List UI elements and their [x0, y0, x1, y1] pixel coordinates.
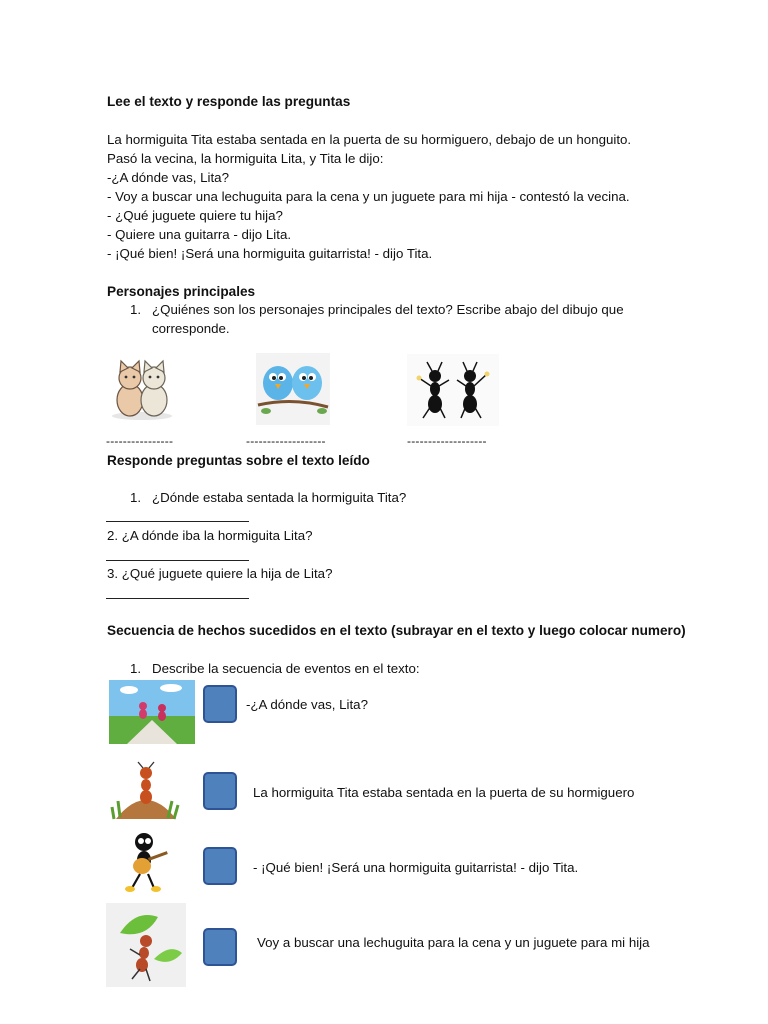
- story-line: - ¡Qué bien! ¡Será una hormiguita guitarrista! - dijo Tita.: [107, 246, 433, 261]
- answer-line-1[interactable]: [106, 521, 249, 522]
- question-1: [130, 488, 406, 507]
- sequence-heading: Secuencia de hechos sucedidos en el texto (subrayar en el texto y luego colocar numero): [107, 623, 686, 638]
- answer-line-3[interactable]: [106, 598, 249, 599]
- ant-guitar-image: [118, 830, 174, 894]
- sequence-number-box-4[interactable]: [203, 928, 237, 966]
- story-line: -¿A dónde vas, Lita?: [107, 170, 229, 185]
- ants-meeting-image: [109, 680, 195, 744]
- question-text-cont: corresponde.: [152, 321, 230, 336]
- page-title: Lee el texto y responde las preguntas: [107, 94, 351, 109]
- ants-image: [407, 354, 499, 426]
- sequence-item-1: -¿A dónde vas, Lita?: [246, 697, 368, 712]
- question-2: 2. ¿A dónde iba la hormiguita Lita?: [107, 528, 313, 543]
- cats-image: [108, 358, 176, 422]
- instruction-number: 1.: [130, 661, 142, 676]
- question-number: 1.: [130, 302, 142, 317]
- story-line: - Quiere una guitarra - dijo Lita.: [107, 227, 292, 242]
- story-line: - Voy a buscar una lechuguita para la cena y un juguete para mi hija - contestó la vecina.: [107, 189, 630, 204]
- story-text: [107, 130, 631, 263]
- birds-image: [256, 353, 330, 425]
- story-line: Pasó la vecina, la hormiguita Lita, y Tita le dijo:: [107, 151, 384, 166]
- question-3: 3. ¿Qué juguete quiere la hija de Lita?: [107, 566, 333, 581]
- sequence-instruction: [130, 659, 420, 678]
- blank-line-2: -------------------: [246, 434, 326, 448]
- story-line: - ¿Qué juguete quiere tu hija?: [107, 208, 283, 223]
- story-line: La hormiguita Tita estaba sentada en la puerta de su hormiguero, debajo de un honguito.: [107, 132, 632, 147]
- question-text: ¿Dónde estaba sentada la hormiguita Tita?: [152, 490, 407, 505]
- sequence-number-box-1[interactable]: [203, 685, 237, 723]
- sequence-item-3: - ¡Qué bien! ¡Será una hormiguita guitarrista! - dijo Tita.: [253, 860, 579, 875]
- instruction-text: Describe la secuencia de eventos en el texto:: [152, 661, 420, 676]
- ant-leaf-image: [106, 903, 186, 987]
- sequence-item-2: La hormiguita Tita estaba sentada en la puerta de su hormiguero: [253, 785, 635, 800]
- blank-line-1: ----------------: [106, 434, 174, 448]
- sequence-number-box-3[interactable]: [203, 847, 237, 885]
- answer-line-2[interactable]: [106, 560, 249, 561]
- sequence-number-box-2[interactable]: [203, 772, 237, 810]
- ant-anthill-image: [110, 761, 182, 823]
- sequence-item-4: Voy a buscar una lechuguita para la cena y un juguete para mi hija: [257, 935, 650, 950]
- characters-heading: Personajes principales: [107, 284, 256, 299]
- question-number: 1.: [130, 490, 142, 505]
- questions-heading: Responde preguntas sobre el texto leído: [107, 453, 370, 468]
- characters-question: [130, 300, 624, 319]
- question-text: ¿Quiénes son los personajes principales del texto? Escribe abajo del dibujo que: [152, 302, 624, 317]
- blank-line-3: -------------------: [407, 434, 487, 448]
